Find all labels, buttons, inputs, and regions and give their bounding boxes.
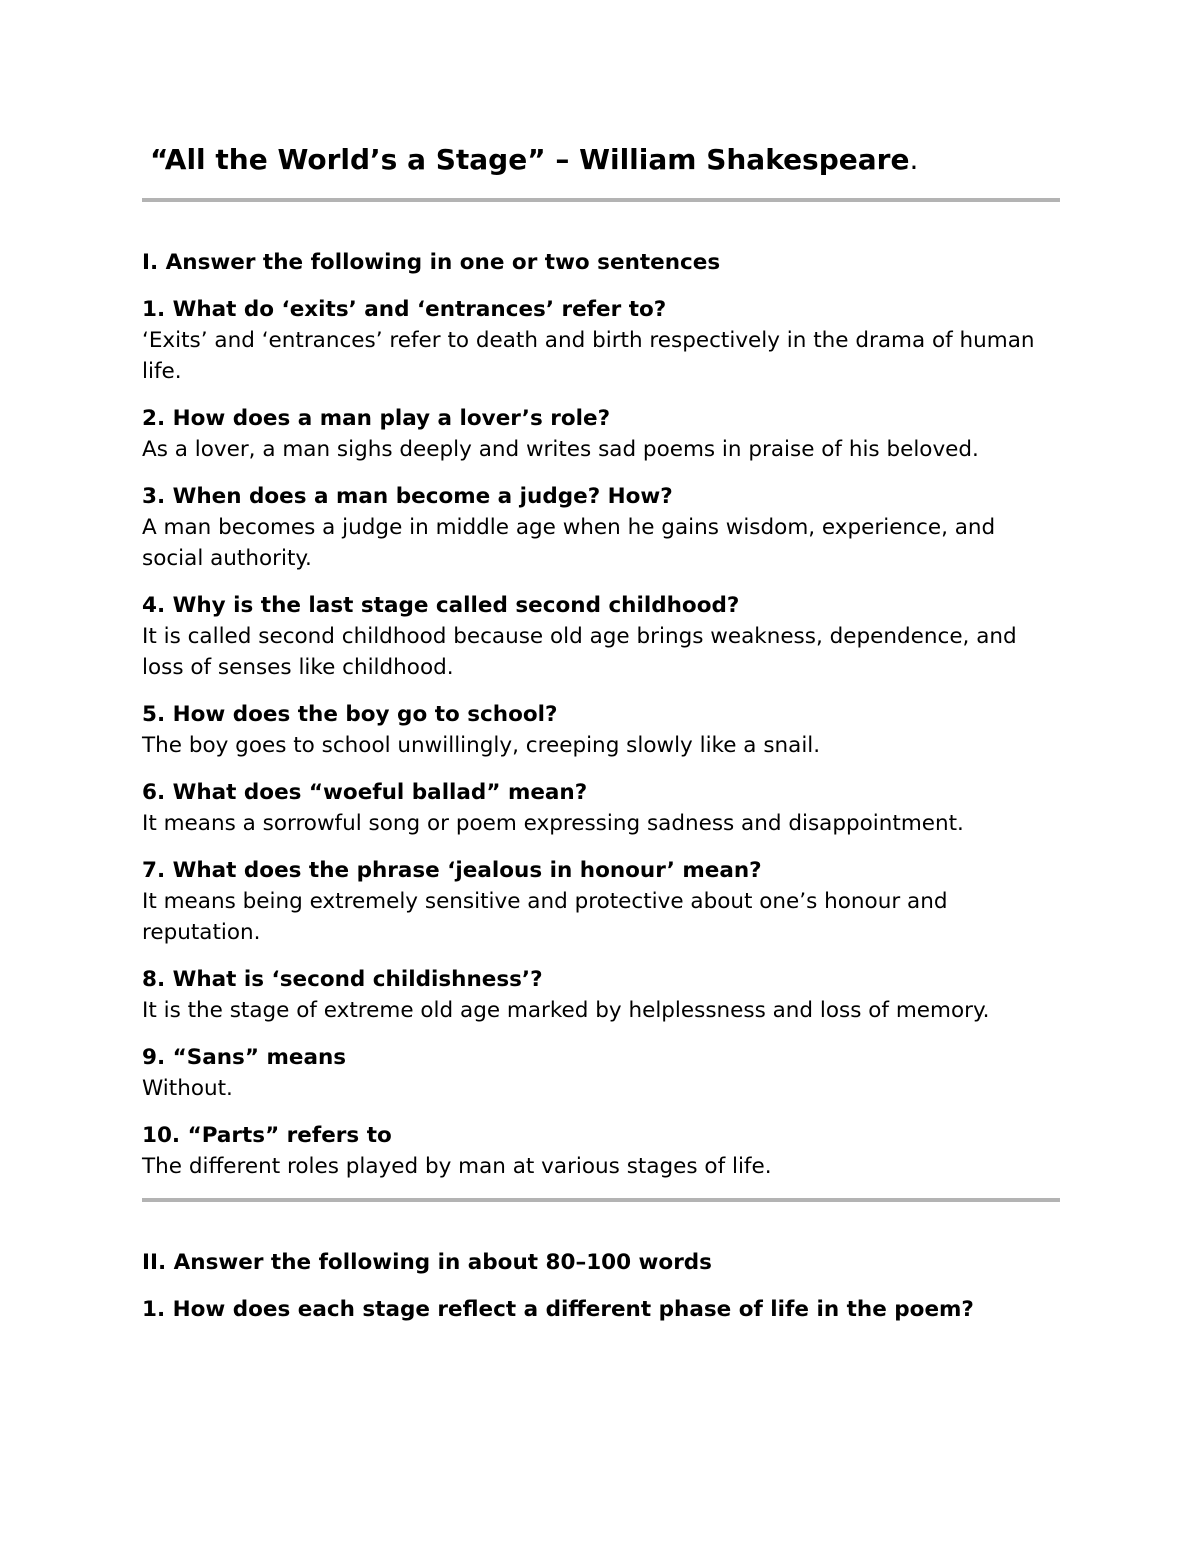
page-title-dot: . (909, 143, 919, 176)
section-1-heading: I. Answer the following in one or two sentences (142, 250, 721, 275)
document-content (142, 138, 1060, 1325)
qa-item-1 (142, 294, 1060, 387)
answer-1: ‘Exits’ and ‘entrances’ refer to death and birth respectively in the drama of human life. (142, 328, 1035, 384)
question-1: 1. What do ‘exits’ and ‘entrances’ refer to? (142, 297, 667, 322)
section-2-qa-item-1 (142, 1294, 1060, 1325)
answer-7: It means being extremely sensitive and protective about one’s honour and reputation. (142, 889, 948, 945)
qa-item-8 (142, 964, 1060, 1026)
qa-item-9 (142, 1042, 1060, 1104)
answer-3: A man becomes a judge in middle age when he gains wisdom, experience, and social authority. (142, 515, 996, 571)
question-2: 2. How does a man play a lover’s role? (142, 406, 611, 431)
qa-item-7 (142, 855, 1060, 948)
section-2-heading: II. Answer the following in about 80–100 words (142, 1250, 712, 1275)
question-7: 7. What does the phrase ‘jealous in honour’ mean? (142, 858, 762, 883)
answer-8: It is the stage of extreme old age marked by helplessness and loss of memory. (142, 998, 990, 1023)
qa-item-6 (142, 777, 1060, 839)
qa-item-10 (142, 1120, 1060, 1182)
answer-6: It means a sorrowful song or poem expressing sadness and disappointment. (142, 811, 964, 836)
question-8: 8. What is ‘second childishness’? (142, 967, 543, 992)
middle-divider (142, 1198, 1060, 1202)
qa-item-2 (142, 403, 1060, 465)
qa-item-3 (142, 481, 1060, 574)
question-4: 4. Why is the last stage called second childhood? (142, 593, 740, 618)
answer-4: It is called second childhood because old age brings weakness, dependence, and loss of senses like childhood. (142, 624, 1017, 680)
answer-10: The different roles played by man at various stages of life. (142, 1154, 772, 1179)
question-9: 9. “Sans” means (142, 1045, 347, 1070)
page-title-text: “All the World’s a Stage” – William Shakespeare (150, 143, 910, 176)
question-6: 6. What does “woeful ballad” mean? (142, 780, 588, 805)
page-title (150, 138, 1060, 182)
qa-item-4 (142, 590, 1060, 683)
question-10: 10. “Parts” refers to (142, 1123, 392, 1148)
answer-2: As a lover, a man sighs deeply and writes sad poems in praise of his beloved. (142, 437, 979, 462)
question-5: 5. How does the boy go to school? (142, 702, 558, 727)
qa-item-5 (142, 699, 1060, 761)
question-3: 3. When does a man become a judge? How? (142, 484, 673, 509)
top-divider (142, 198, 1060, 202)
answer-5: The boy goes to school unwillingly, creeping slowly like a snail. (142, 733, 821, 758)
answer-9: Without. (142, 1076, 233, 1101)
section-2-question-1: 1. How does each stage reflect a different phase of life in the poem? (142, 1297, 974, 1322)
